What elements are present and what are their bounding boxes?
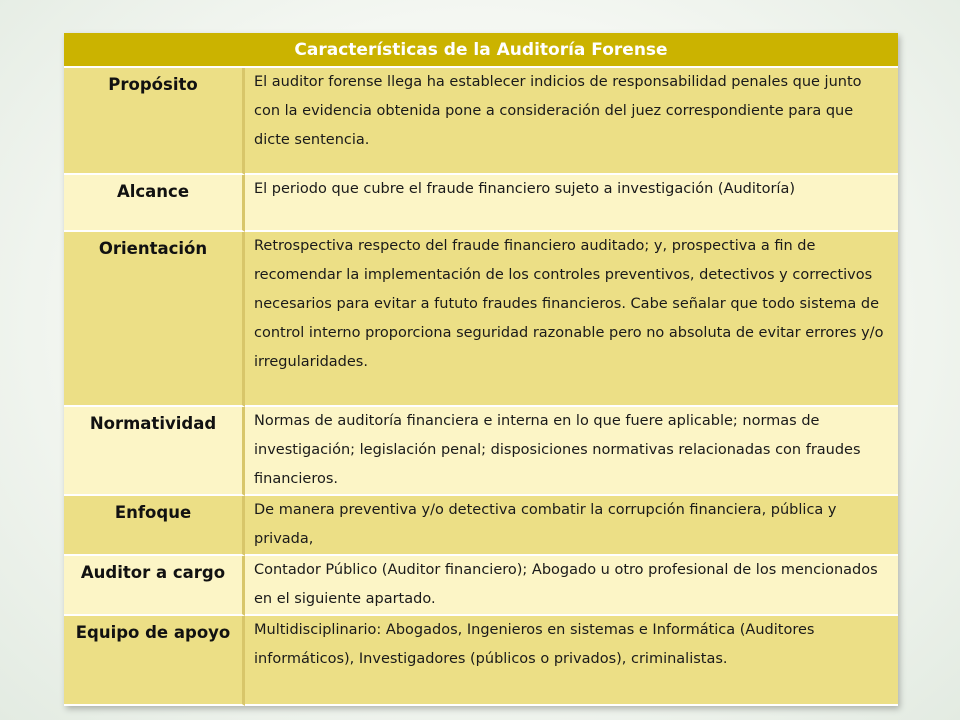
row-text-auditor-a-cargo: Contador Público (Auditor financiero); Abogado u otro profesional de los mencionados en el siguiente apartado. — [245, 556, 898, 616]
table-row — [64, 232, 898, 407]
row-label-proposito: Propósito — [64, 68, 245, 175]
row-label-auditor-a-cargo: Auditor a cargo — [64, 556, 245, 616]
row-label-equipo-de-apoyo: Equipo de apoyo — [64, 616, 245, 706]
row-text-normatividad: Normas de auditoría financiera e interna en lo que fuere aplicable; normas de investigación; legislación penal; disposiciones normativas relacionadas con fraudes financieros. — [245, 407, 898, 496]
table-header-row — [64, 33, 898, 68]
row-text-proposito: El auditor forense llega ha establecer indicios de responsabilidad penales que junto con la evidencia obtenida pone a consideración del juez correspondiente para que dicte sentencia. — [245, 68, 898, 175]
table-row — [64, 407, 898, 496]
characteristics-table — [64, 33, 898, 706]
row-text-alcance: El periodo que cubre el fraude financiero sujeto a investigación (Auditoría) — [245, 175, 898, 232]
row-label-orientacion: Orientación — [64, 232, 245, 407]
row-text-equipo-de-apoyo: Multidisciplinario: Abogados, Ingenieros en sistemas e Informática (Auditores informáticos), Investigadores (públicos o privados), criminalistas. — [245, 616, 898, 706]
row-text-enfoque: De manera preventiva y/o detectiva combatir la corrupción financiera, pública y privada, — [245, 496, 898, 556]
table-row — [64, 556, 898, 616]
row-label-normatividad: Normatividad — [64, 407, 245, 496]
row-text-orientacion: Retrospectiva respecto del fraude financiero auditado; y, prospectiva a fin de recomendar la implementación de los controles preventivos, detectivos y correctivos necesarios para evitar a fututo fraudes financieros. Cabe señalar que todo sistema de control interno proporciona seguridad razonable pero no absoluta de evitar errores y/o irregularidades. — [245, 232, 898, 407]
row-label-enfoque: Enfoque — [64, 496, 245, 556]
table-row — [64, 496, 898, 556]
table-title: Características de la Auditoría Forense — [64, 33, 898, 68]
table-row — [64, 175, 898, 232]
row-label-alcance: Alcance — [64, 175, 245, 232]
table-row — [64, 68, 898, 175]
table-row — [64, 616, 898, 706]
